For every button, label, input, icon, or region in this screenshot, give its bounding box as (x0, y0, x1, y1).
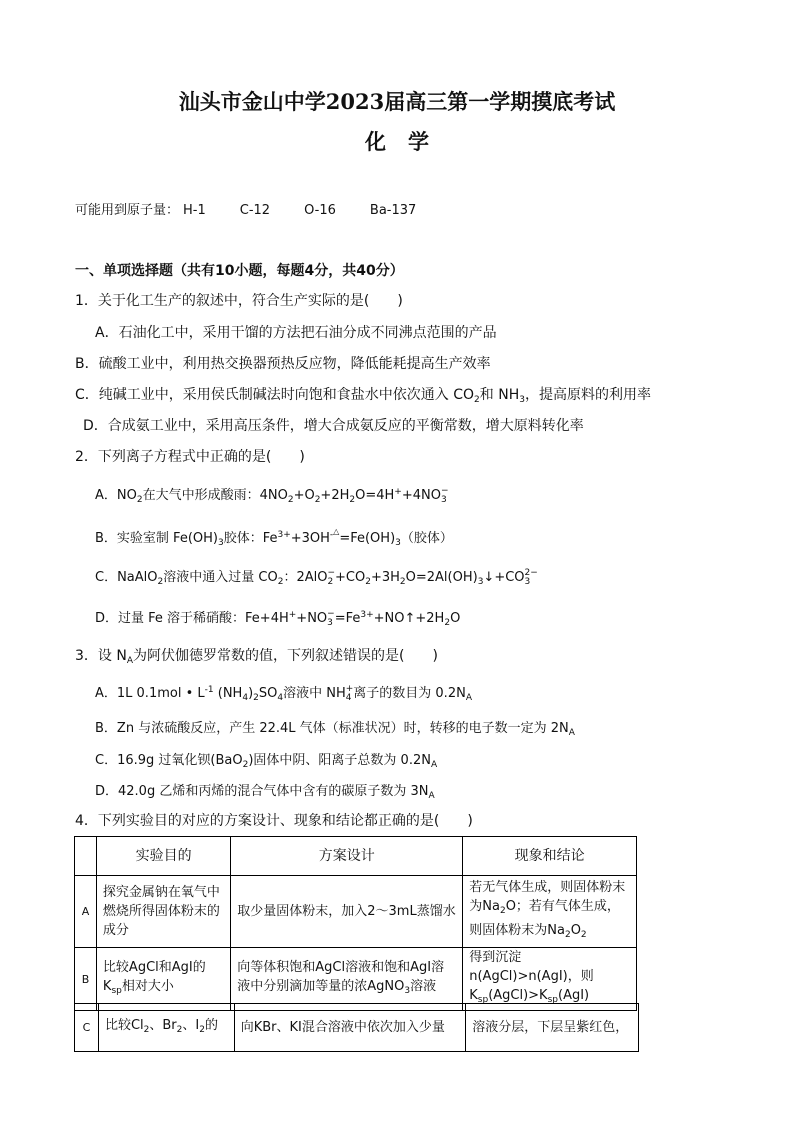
q1-option-c: C．纯碱工业中，采用侯氏制碱法时向饱和食盐水中依次通入 $CO_2$和 $NH_3$，提高原料的利用率 (75, 387, 651, 405)
q1-option-a: A．石油化工中，采用干馏的方法把石油分成不同沸点范围的产品 (95, 325, 497, 341)
q3-option-b: B．Zn 与浓硫酸反应，产生 22.4L 气体（标准状况）时，转移的电子数一定为 $2N_A$ (95, 721, 575, 738)
header-purpose: 实验目的 (96, 837, 230, 876)
q2-option-b: B．实验室制 $Fe(OH)_3$胶体：$Fe^{3+}+3OH^-$ △ $=Fe(OH)_3$（胶体） (95, 527, 453, 548)
subject-title: 化学 (365, 129, 451, 154)
heat-triangle-icon: △ (333, 527, 340, 536)
exam-title: 汕头市金山中学2023届高三第一学期摸底考试 (178, 89, 616, 114)
q3-stem: 3．设 $N_A$为阿伏伽德罗常数的值，下列叙述错误的是( ) (75, 648, 438, 666)
atomic-mass-o: O-16 (304, 203, 336, 218)
header-letter-cell (75, 837, 97, 876)
table-row-b (75, 948, 637, 1011)
q2-option-a: A．$NO_2$在大气中形成酸雨：$4NO_2+O_2+2H_2O=4H^++4NO$ − 3 (95, 485, 449, 505)
row-b-result: 得到沉淀n(AgCl)>n(AgI)，则 $K_{sp}(AgCl)>K_{sp}(AgI)$ (463, 948, 637, 1011)
row-b-purpose: 比较AgCl和AgI的$K_{sp}$相对大小 (96, 948, 230, 1011)
table-row-a (75, 876, 637, 948)
q1-stem: 1．关于化工生产的叙述中，符合生产实际的是( ) (75, 293, 403, 309)
q1-option-d: D．合成氨工业中，采用高压条件，增大合成氨反应的平衡常数，增大原料转化率 (83, 418, 584, 434)
atomic-mass-c: C-12 (239, 203, 271, 218)
q2-option-d: D．过量 Fe 溶于稀硝酸：Fe+4H++NO − 3 $=Fe^{3+}+NO↑+2H_2O$ (95, 608, 461, 628)
q3-option-d: D．42.0g 乙烯和丙烯的混合气体中含有的碳原子数为 $3N_A$ (95, 784, 435, 801)
row-c-result: 溶液分层，下层呈紫红色， (466, 1004, 639, 1052)
q4-stem: 4．下列实验目的对应的方案设计、现象和结论都正确的是( ) (75, 813, 473, 829)
row-c-design: 向KBr、KI混合溶液中依次加入少量 (234, 1004, 466, 1052)
header-result: 现象和结论 (463, 837, 637, 876)
row-a-result: 若无气体生成，则固体粉末为$Na_2O$；若有气体生成，则固体粉末为$Na_2O_2$ (463, 876, 637, 948)
atomic-mass-ba: Ba-137 (369, 203, 417, 218)
row-letter: B (75, 948, 97, 1011)
row-letter: A (75, 876, 97, 948)
row-b-design: 向等体积饱和AgCl溶液和饱和AgI溶液中分别滴加等量的浓AgNO$_3$溶液 (231, 948, 463, 1011)
row-a-purpose: 探究金属钠在氧气中燃烧所得固体粉末的成分 (96, 876, 230, 948)
q4-table-bottom (74, 1003, 639, 1052)
atomic-mass-h: H-1 (183, 203, 206, 218)
header-design: 方案设计 (231, 837, 463, 876)
q2-stem: 2．下列离子方程式中正确的是( ) (75, 449, 305, 465)
q3-option-c: C．16.9g 过氧化钡(BaO$_2$)固体中阴、阳离子总数为 $0.2N_A$ (95, 753, 438, 770)
section-heading: 一、单项选择题（共有10小题，每题4分，共40分） (75, 263, 404, 279)
q4-table-top (74, 836, 637, 1011)
row-c-purpose: 比较$Cl_2$、$Br_2$、$I_2$的 (98, 1004, 234, 1052)
atomic-masses-line (75, 199, 450, 218)
atomic-masses-label: 可能用到原子量： (75, 203, 180, 218)
table-row-c (75, 1004, 639, 1052)
q3-option-a: A．1L 0.1mol • $L^{-1}$ $(NH_4)_2SO_4$溶液中 NH + 4 离子的数目为 $0.2N_A$ (95, 683, 472, 703)
row-letter: C (75, 1004, 99, 1052)
q1-option-b: B．硫酸工业中，利用热交换器预热反应物，降低能耗提高生产效率 (75, 356, 491, 372)
row-a-design: 取少量固体粉末，加入2～3mL蒸馏水 (231, 876, 463, 948)
q2-option-c: C．NaAlO$_2$溶液中通入过量 $CO_2$：2AlO − 2 $+CO_2+3H_2O=2Al(OH)_3↓+CO$ 2− 3 (95, 567, 538, 587)
table-header-row (75, 837, 637, 876)
